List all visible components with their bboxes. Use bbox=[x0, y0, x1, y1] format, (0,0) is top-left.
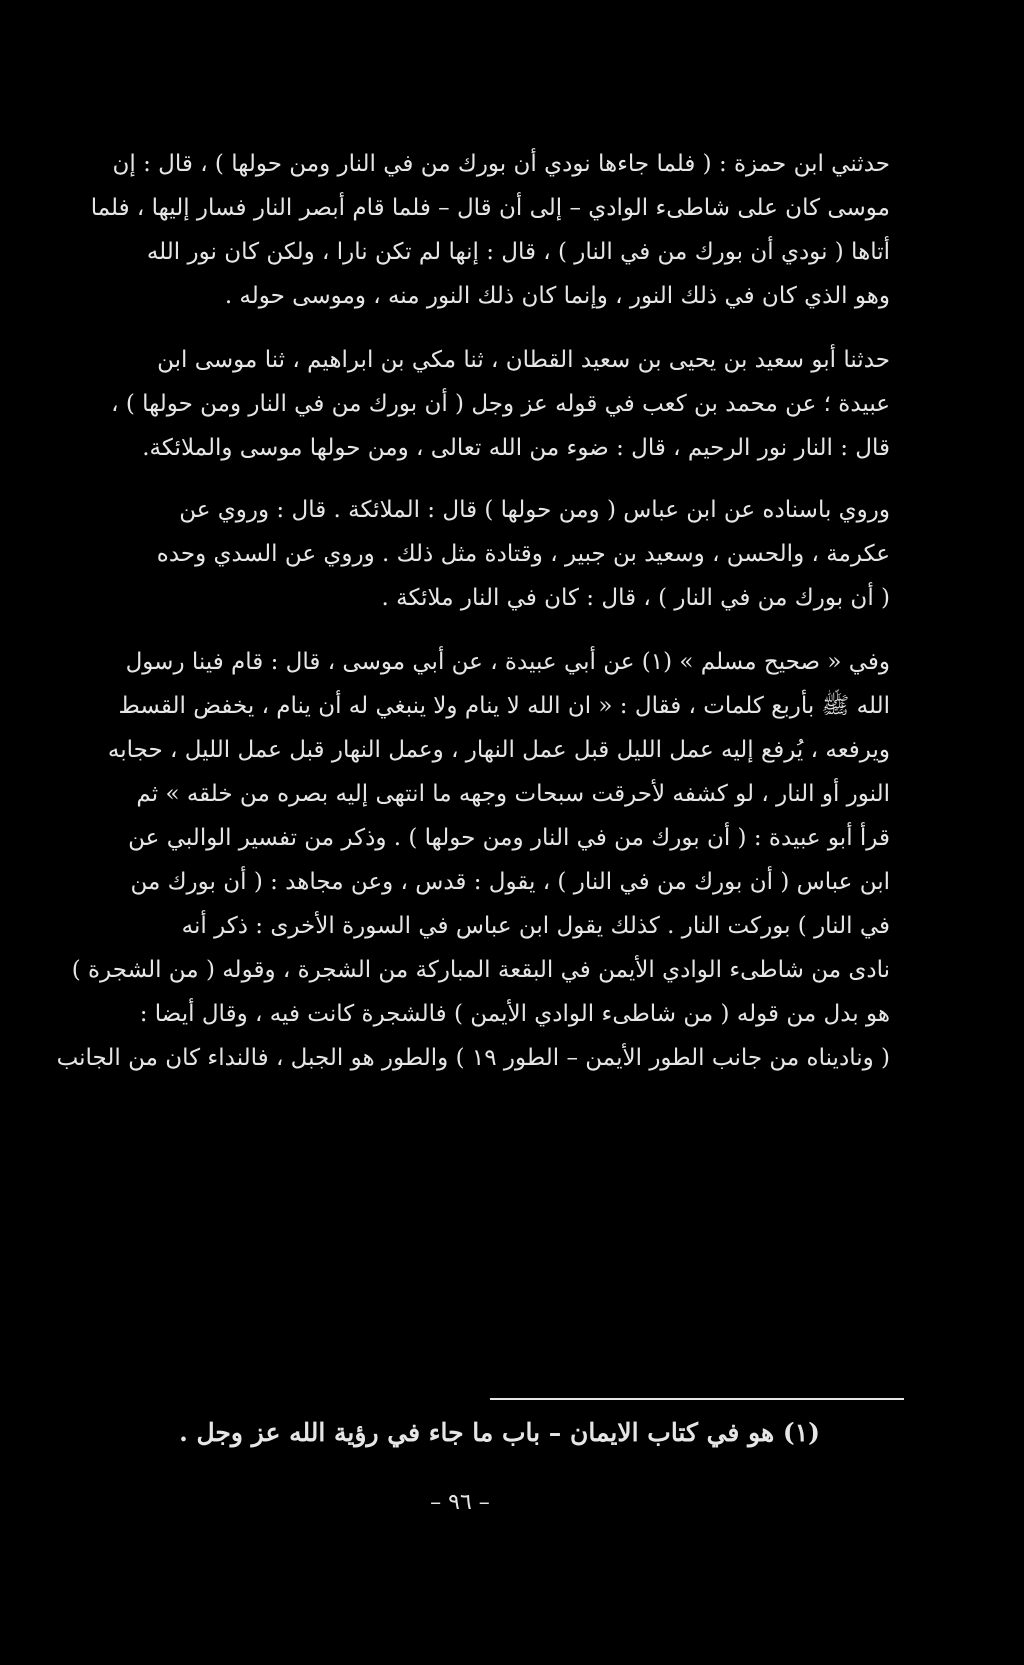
text-line: وفي « صحيح مسلم » (١) عن أبي عبيدة ، عن أبي موسى ، قال : قام فينا رسول bbox=[125, 649, 890, 675]
text-line: قال : النار نور الرحيم ، قال : ضوء من الله تعالى ، ومن حولها موسى والملائكة. bbox=[142, 435, 890, 461]
text-line: ابن عباس ( أن بورك من في النار ) ، يقول : قدس ، وعن مجاهد : ( أن بورك من bbox=[130, 869, 890, 895]
text-line: حدثنا أبو سعيد بن يحيى بن سعيد القطان ، ثنا مكي بن ابراهيم ، ثنا موسى ابن bbox=[157, 347, 890, 373]
text-line: ( وناديناه من جانب الطور الأيمن – الطور ١٩ ) والطور هو الجبل ، فالنداء كان من الجانب bbox=[56, 1045, 890, 1071]
page-number: – ٩٦ – bbox=[430, 1490, 490, 1515]
paragraph-2 bbox=[40, 338, 890, 470]
text-line: وروي باسناده عن ابن عباس ( ومن حولها ) قال : الملائكة . قال : وروي عن bbox=[179, 497, 890, 523]
footnote-divider bbox=[490, 1398, 904, 1400]
footnote: (١) هو في كتاب الايمان – باب ما جاء في رؤية الله عز وجل . bbox=[179, 1418, 820, 1447]
main-text bbox=[40, 142, 890, 1080]
paragraph-3 bbox=[40, 488, 890, 620]
text-line: النور أو النار ، لو كشفه لأحرقت سبحات وجهه ما انتهى إليه بصره من خلقه » ثم bbox=[136, 781, 890, 807]
text-line: أتاها ( نودي أن بورك من في النار ) ، قال : إنها لم تكن نارا ، ولكن كان نور الله bbox=[146, 239, 890, 265]
text-line: هو بدل من قوله ( من شاطىء الوادي الأيمن ) فالشجرة كانت فيه ، وقال أيضا : bbox=[139, 1001, 890, 1027]
text-line: عبيدة ؛ عن محمد بن كعب في قوله عز وجل ( أن بورك من في النار ومن حولها ) ، bbox=[111, 391, 890, 417]
text-line: حدثني ابن حمزة : ( فلما جاءها نودي أن بورك من في النار ومن حولها ) ، قال : إن bbox=[112, 151, 890, 177]
paragraph-4 bbox=[40, 640, 890, 1080]
text-line: ويرفعه ، يُرفع إليه عمل الليل قبل عمل النهار ، وعمل النهار قبل عمل الليل ، حجابه bbox=[107, 737, 890, 763]
text-line: عكرمة ، والحسن ، وسعيد بن جبير ، وقتادة مثل ذلك . وروي عن السدي وحده bbox=[156, 541, 890, 567]
text-line: في النار ) بوركت النار . كذلك يقول ابن عباس في السورة الأخرى : ذكر أنه bbox=[181, 913, 890, 939]
text-line: موسى كان على شاطىء الوادي – إلى أن قال – فلما قام أبصر النار فسار إليها ، فلما bbox=[90, 195, 890, 221]
text-line: الله ﷺ بأربع كلمات ، فقال : « ان الله لا ينام ولا ينبغي له أن ينام ، يخفض القسط bbox=[118, 693, 890, 719]
text-line: ( أن بورك من في النار ) ، قال : كان في النار ملائكة . bbox=[381, 585, 890, 611]
paragraph-1 bbox=[40, 142, 890, 318]
text-line: نادى من شاطىء الوادي الأيمن في البقعة المباركة من الشجرة ، وقوله ( من الشجرة ) bbox=[71, 957, 890, 983]
text-line: وهو الذي كان في ذلك النور ، وإنما كان ذلك النور منه ، وموسى حوله . bbox=[224, 283, 890, 309]
text-line: قرأ أبو عبيدة : ( أن بورك من في النار ومن حولها ) . وذكر من تفسير الوالبي عن bbox=[128, 825, 890, 851]
